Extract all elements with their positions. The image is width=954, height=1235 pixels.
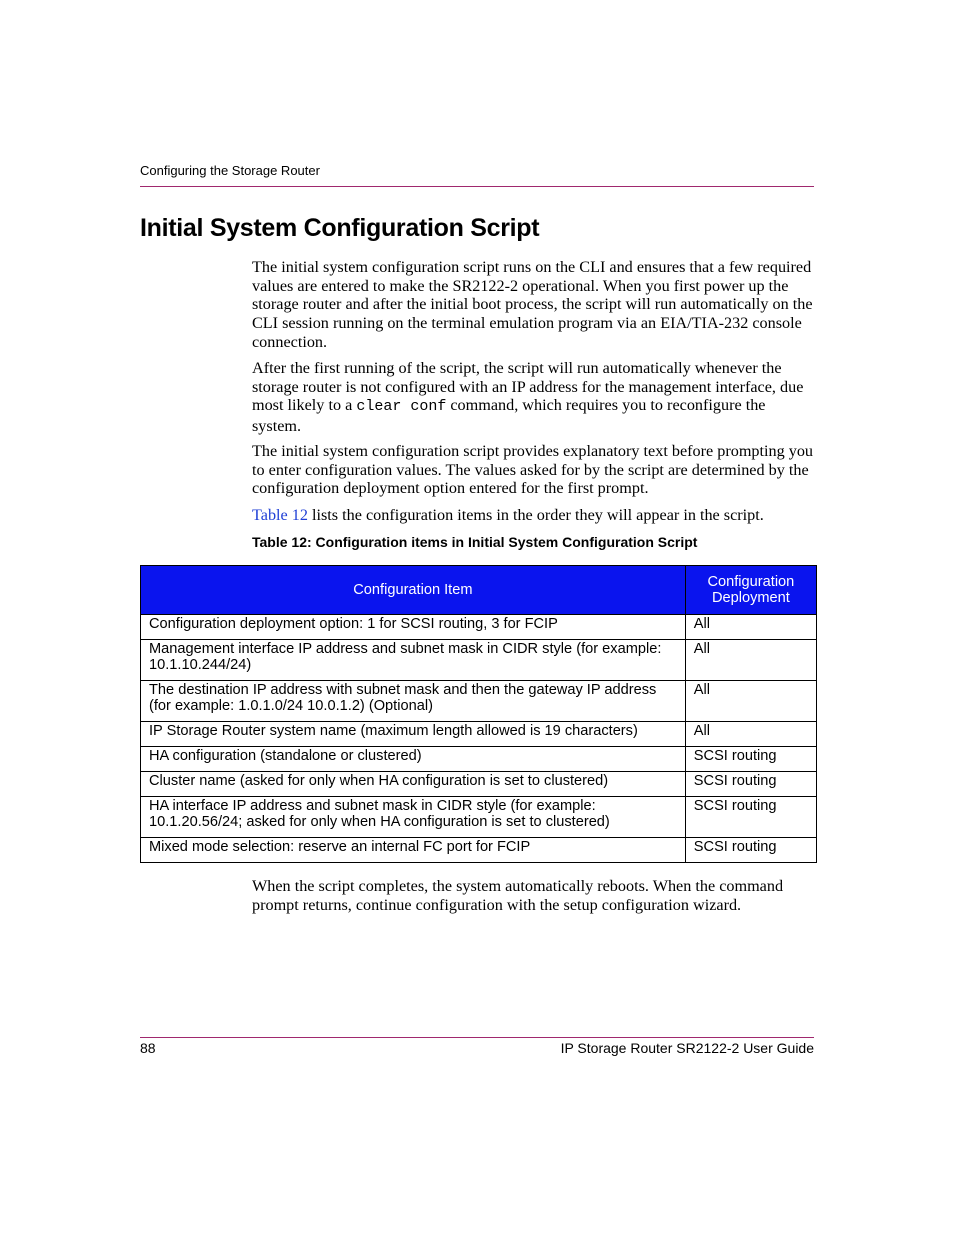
config-item-cell: Cluster name (asked for only when HA configuration is set to clustered): [141, 772, 686, 797]
header-config-item: Configuration Item: [141, 566, 686, 615]
config-deployment-cell: SCSI routing: [685, 747, 816, 772]
paragraph-prompts: The initial system configuration script provides explanatory text before prompting you to enter configuration values. The values asked for by the script are determined by the configuration deployment option entered for the first prompt.: [252, 442, 814, 498]
paragraph-table-ref: [252, 506, 814, 525]
config-item-cell: HA configuration (standalone or clustered): [141, 747, 686, 772]
paragraph-table-ref-text: lists the configuration items in the order they will appear in the script.: [307, 506, 764, 524]
config-item-cell: IP Storage Router system name (maximum length allowed is 19 characters): [141, 722, 686, 747]
config-deployment-cell: SCSI routing: [685, 797, 816, 838]
footer-guide-title: IP Storage Router SR2122-2 User Guide: [560, 1040, 814, 1056]
config-deployment-cell: All: [685, 615, 816, 640]
config-deployment-cell: All: [685, 722, 816, 747]
header-config-deployment: Configuration Deployment: [685, 566, 816, 615]
config-item-cell: The destination IP address with subnet mask and then the gateway IP address (for example: 1.0.1.0/24 10.0.1.2) (Optional): [141, 681, 686, 722]
page-number: 88: [140, 1040, 156, 1056]
config-item-cell: Mixed mode selection: reserve an internal FC port for FCIP: [141, 838, 686, 863]
table-header-row: [141, 566, 817, 615]
table-row: [141, 772, 817, 797]
table-row: [141, 838, 817, 863]
running-header: Configuring the Storage Router: [140, 163, 320, 178]
paragraph-intro: The initial system configuration script runs on the CLI and ensures that a few required values are entered to make the SR2122-2 operational. When you first power up the storage router and after the initial boot process, the script will run automatically on the CLI session running on the terminal emulation program via an EIA/TIA-232 console connection.: [252, 258, 813, 351]
table-row: [141, 747, 817, 772]
config-deployment-cell: SCSI routing: [685, 772, 816, 797]
section-title: Initial System Configuration Script: [140, 214, 540, 242]
config-items-table: [140, 565, 817, 863]
config-deployment-cell: SCSI routing: [685, 838, 816, 863]
config-item-cell: HA interface IP address and subnet mask in CIDR style (for example: 10.1.20.56/24; asked for only when HA configuration is set to clustered): [141, 797, 686, 838]
paragraph-rerun: [252, 359, 814, 436]
table-row: [141, 722, 817, 747]
table-12-link[interactable]: Table 12: [252, 506, 308, 524]
clear-conf-command: clear conf: [356, 398, 447, 416]
paragraph-completion: When the script completes, the system automatically reboots. When the command prompt returns, continue configuration with the setup configuration wizard.: [252, 877, 784, 914]
paragraph-rerun-text-2: command, which requires you to reconfigure the system.: [252, 396, 766, 436]
paragraph-rerun-text-1: After the first running of the script, the script will run automatically whenever the storage router is not configured with an IP address for the management interface, due most likely to a: [252, 359, 804, 415]
header-rule: [140, 186, 814, 187]
footer-rule: [140, 1037, 814, 1038]
config-item-cell: Management interface IP address and subnet mask in CIDR style (for example: 10.1.10.244/24): [141, 640, 686, 681]
table-row: [141, 681, 817, 722]
config-deployment-cell: All: [685, 681, 816, 722]
table-row: [141, 640, 817, 681]
table-caption: Table 12: Configuration items in Initial System Configuration Script: [252, 534, 698, 550]
config-deployment-cell: All: [685, 640, 816, 681]
table-row: [141, 615, 817, 640]
table-row: [141, 797, 817, 838]
config-item-cell: Configuration deployment option: 1 for SCSI routing, 3 for FCIP: [141, 615, 686, 640]
